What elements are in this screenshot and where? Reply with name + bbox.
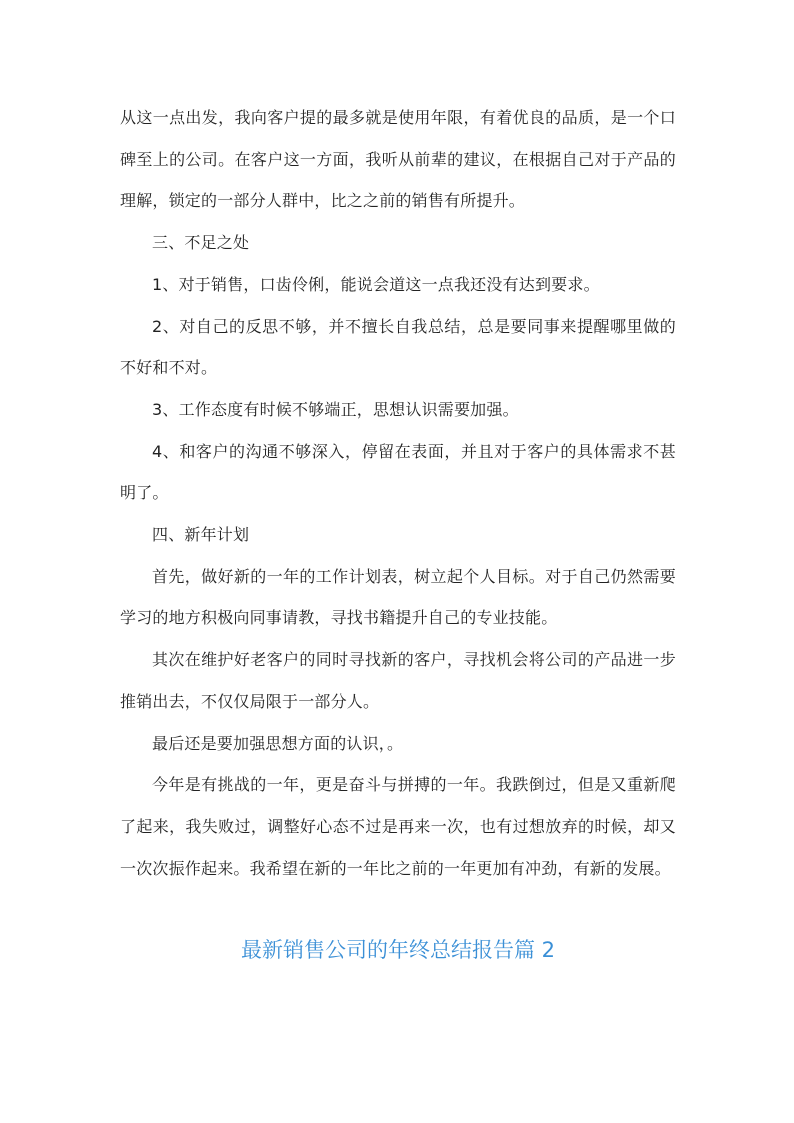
paragraph-shortcoming-3: 3、工作态度有时候不够端正，思想认识需要加强。 <box>152 399 519 419</box>
paragraph-continuation: 从这一点出发，我向客户提的最多就是使用年限，有着优良的品质，是一个口碑至上的公司。在客户这一方面，我听从前辈的建议，在根据自己对于产品的理解，锁定的一部分人群中，比之之前的销售有所提升。 <box>120 108 676 211</box>
paragraph-plan-last: 最后还是要加强思想方面的认识，。 <box>152 733 404 753</box>
paragraph-shortcoming-1: 1、对于销售，口齿伶俐，能说会道这一点我还没有达到要求。 <box>152 274 600 294</box>
paragraph-shortcoming-2: 2、对自己的反思不够，并不擅长自我总结，总是要同事来提醒哪里做的不好和不对。 <box>120 316 676 378</box>
paragraph-shortcoming-4: 4、和客户的沟通不够深入，停留在表面，并且对于客户的具体需求不甚明了。 <box>120 441 676 503</box>
paragraph-plan-second: 其次在维护好老客户的同时寻找新的客户，寻找机会将公司的产品进一步推销出去，不仅仅局限于一部分人。 <box>120 650 676 711</box>
section-heading-shortcomings: 三、不足之处 <box>152 233 250 253</box>
document-body <box>120 97 676 889</box>
paragraph-conclusion: 今年是有挑战的一年，更是奋斗与拼搏的一年。我跌倒过，但是又重新爬了起来，我失败过，调整好心态不过是再来一次，也有过想放弃的时候，却又一次次振作起来。我希望在新的一年比之前的一年更加有冲劲，有新的发展。 <box>120 775 676 878</box>
article-heading: 最新销售公司的年终总结报告篇 2 <box>240 938 556 962</box>
section-heading-new-year-plan: 四、新年计划 <box>152 525 250 545</box>
paragraph-plan-first: 首先，做好新的一年的工作计划表，树立起个人目标。对于自己仍然需要学习的地方积极向同事请教，寻找书籍提升自己的专业技能。 <box>120 566 676 628</box>
